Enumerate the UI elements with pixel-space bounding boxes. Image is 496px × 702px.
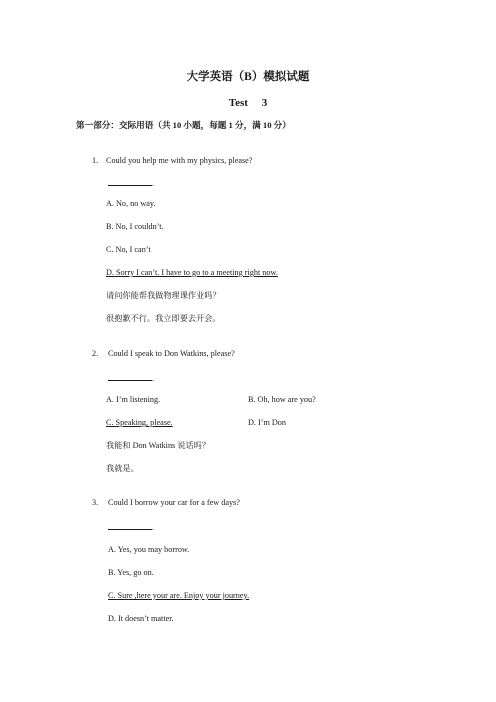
translation-question: 请问你能帮我做物理课作业吗？ <box>106 291 221 300</box>
option-d: D. I’m Don <box>248 418 286 427</box>
section-heading: 第一部分：交际用语（共 10 小题，每题 1 分，满 10 分） <box>76 120 291 130</box>
option-c-correct: C. Sure ,here your are. Enjoy your journey. <box>108 591 250 600</box>
blank-suffix: . <box>152 374 155 383</box>
question-number: 2. <box>92 349 99 358</box>
answer-blank <box>108 177 154 188</box>
document-title: 大学英语（B）模拟试题 <box>186 71 310 83</box>
blank-line <box>108 177 155 188</box>
option-b: B. Oh, how are you? <box>248 395 316 404</box>
translation-question: 我能和 Don Watkins 说话吗？ <box>106 441 211 450</box>
option-c: C. No, I can’t <box>106 245 151 254</box>
question-text: Could you help me with my physics, please? <box>106 156 253 165</box>
option-b: B. No, I couldn’t. <box>106 222 164 231</box>
translation-answer: 我就是。 <box>106 464 139 473</box>
option-a: A. I’m listening. <box>106 395 161 404</box>
question-number: 1. <box>92 156 99 165</box>
answer-blank <box>108 521 154 532</box>
option-b: B. Yes, go on. <box>108 568 154 577</box>
option-a: A. Yes, you may borrow. <box>108 545 190 554</box>
question-text: Could I borrow your car for a few days? <box>108 498 240 507</box>
translation-answer: 很抱歉不行。我立即要去开会。 <box>106 314 221 323</box>
question-number: 3. <box>92 498 99 507</box>
option-a: A. No, no way. <box>106 199 156 208</box>
option-d-correct: D. Sorry I can’t. I have to go to a meeting right now. <box>106 268 278 277</box>
option-c-correct: C. Speaking, please. <box>106 418 173 427</box>
blank-suffix: . <box>152 179 155 188</box>
blank-line <box>108 372 155 383</box>
blank-suffix: . <box>152 523 155 532</box>
option-d: D. It doesn’t matter. <box>108 614 174 623</box>
question-text: Could I speak to Don Watkins, please? <box>108 349 235 358</box>
test-number: Test 3 <box>228 97 268 109</box>
answer-blank <box>108 372 154 383</box>
blank-line <box>108 521 155 532</box>
